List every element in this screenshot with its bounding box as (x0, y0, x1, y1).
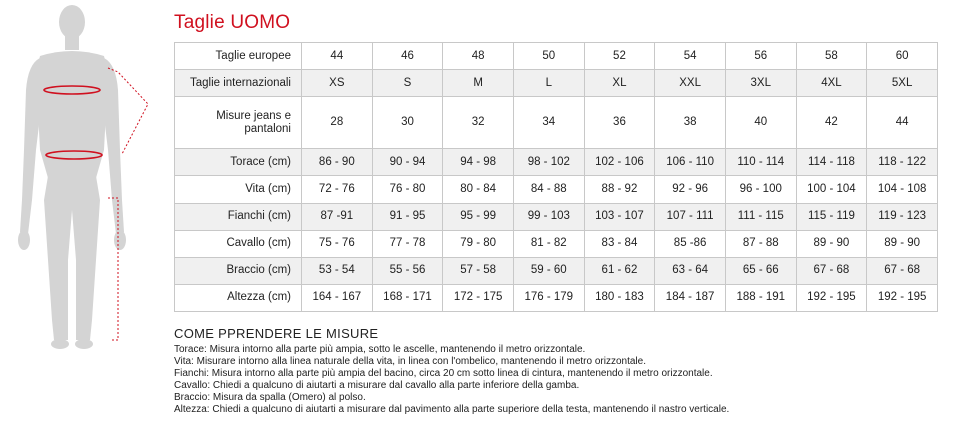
size-value-cell: 91 - 95 (372, 203, 443, 230)
eu-size-cell: 52 (584, 43, 655, 70)
size-value-cell: 5XL (867, 70, 938, 97)
size-value-cell: 111 - 115 (725, 203, 796, 230)
size-value-cell: 42 (796, 97, 867, 149)
size-value-cell: 85 -86 (655, 230, 726, 257)
size-value-cell: 100 - 104 (796, 176, 867, 203)
size-value-cell: 75 - 76 (302, 230, 373, 257)
instruction-line: Vita: Misurare intorno alla linea naturale della vita, in linea con l'ombelico, mantenendo il metro orizzontale. (174, 356, 646, 367)
size-value-cell: 87 -91 (302, 203, 373, 230)
measure-instructions (174, 326, 944, 416)
row-label: Vita (cm) (175, 176, 302, 203)
row-label-eu-sizes: Taglie europee (175, 43, 302, 70)
eu-size-cell: 54 (655, 43, 726, 70)
size-value-cell: 84 - 88 (513, 176, 584, 203)
size-value-cell: 28 (302, 97, 373, 149)
size-value-cell: 53 - 54 (302, 257, 373, 284)
size-value-cell: 86 - 90 (302, 149, 373, 176)
size-value-cell: 118 - 122 (867, 149, 938, 176)
size-value-cell: 67 - 68 (796, 257, 867, 284)
size-value-cell: 3XL (725, 70, 796, 97)
table-row (175, 284, 938, 311)
table-row (175, 149, 938, 176)
size-value-cell: 63 - 64 (655, 257, 726, 284)
male-body-silhouette-icon (0, 0, 160, 360)
size-value-cell: 180 - 183 (584, 284, 655, 311)
row-label: Braccio (cm) (175, 257, 302, 284)
size-value-cell: 184 - 187 (655, 284, 726, 311)
size-value-cell: 89 - 90 (796, 230, 867, 257)
size-value-cell: 107 - 111 (655, 203, 726, 230)
size-value-cell: 92 - 96 (655, 176, 726, 203)
table-row (175, 97, 938, 149)
size-value-cell: 77 - 78 (372, 230, 443, 257)
size-value-cell: 88 - 92 (584, 176, 655, 203)
size-value-cell: 115 - 119 (796, 203, 867, 230)
table-row (175, 257, 938, 284)
size-value-cell: 83 - 84 (584, 230, 655, 257)
row-label: Torace (cm) (175, 149, 302, 176)
eu-size-cell: 60 (867, 43, 938, 70)
eu-size-cell: 46 (372, 43, 443, 70)
size-value-cell: 176 - 179 (513, 284, 584, 311)
instructions-heading: COME PPRENDERE LE MISURE (174, 326, 379, 341)
size-value-cell: 188 - 191 (725, 284, 796, 311)
size-value-cell: 44 (867, 97, 938, 149)
size-value-cell: 102 - 106 (584, 149, 655, 176)
instruction-line: Cavallo: Chiedi a qualcuno di aiutarti a misurare dal cavallo alla parte inferiore della gamba. (174, 380, 580, 391)
size-value-cell: 89 - 90 (867, 230, 938, 257)
table-row (175, 230, 938, 257)
size-value-cell: 61 - 62 (584, 257, 655, 284)
size-value-cell: 72 - 76 (302, 176, 373, 203)
table-row-eu-sizes (175, 43, 938, 70)
size-value-cell: 36 (584, 97, 655, 149)
size-table-body (175, 43, 938, 312)
size-value-cell: M (443, 70, 514, 97)
size-value-cell: 95 - 99 (443, 203, 514, 230)
size-value-cell: 65 - 66 (725, 257, 796, 284)
size-value-cell: 106 - 110 (655, 149, 726, 176)
size-value-cell: 55 - 56 (372, 257, 443, 284)
size-value-cell: 90 - 94 (372, 149, 443, 176)
size-value-cell: 40 (725, 97, 796, 149)
size-value-cell: 76 - 80 (372, 176, 443, 203)
size-value-cell: 81 - 82 (513, 230, 584, 257)
size-value-cell: 99 - 103 (513, 203, 584, 230)
size-value-cell: 192 - 195 (796, 284, 867, 311)
instruction-line: Torace: Misura intorno alla parte più ampia, sotto le ascelle, mantenendo il metro orizzontale. (174, 344, 586, 355)
size-value-cell: 103 - 107 (584, 203, 655, 230)
size-value-cell: 192 - 195 (867, 284, 938, 311)
size-value-cell: 172 - 175 (443, 284, 514, 311)
size-value-cell: S (372, 70, 443, 97)
row-label: Taglie internazionali (175, 70, 302, 97)
eu-size-cell: 48 (443, 43, 514, 70)
size-value-cell: 94 - 98 (443, 149, 514, 176)
size-value-cell: 98 - 102 (513, 149, 584, 176)
size-value-cell: 164 - 167 (302, 284, 373, 311)
instruction-line: Fianchi: Misura intorno alla parte più ampia del bacino, circa 20 cm sotto linea di cintura, mantenendo il metro orizzontale. (174, 368, 713, 379)
size-value-cell: 119 - 123 (867, 203, 938, 230)
eu-size-cell: 58 (796, 43, 867, 70)
size-value-cell: 38 (655, 97, 726, 149)
size-table (174, 42, 938, 312)
row-label: Misure jeans e pantaloni (175, 97, 302, 149)
table-row (175, 203, 938, 230)
instruction-line: Altezza: Chiedi a qualcuno di aiutarti a misurare dal pavimento alla parte superiore della testa, mantenendo il nastro verticale. (174, 404, 730, 415)
size-value-cell: 110 - 114 (725, 149, 796, 176)
size-value-cell: 96 - 100 (725, 176, 796, 203)
size-value-cell: 59 - 60 (513, 257, 584, 284)
size-value-cell: 67 - 68 (867, 257, 938, 284)
size-value-cell: 168 - 171 (372, 284, 443, 311)
size-value-cell: 87 - 88 (725, 230, 796, 257)
row-label: Cavallo (cm) (175, 230, 302, 257)
size-value-cell: L (513, 70, 584, 97)
page-title: Taglie UOMO (174, 12, 291, 33)
size-value-cell: 34 (513, 97, 584, 149)
size-value-cell: XL (584, 70, 655, 97)
row-label: Fianchi (cm) (175, 203, 302, 230)
table-row (175, 70, 938, 97)
size-value-cell: 57 - 58 (443, 257, 514, 284)
eu-size-cell: 44 (302, 43, 373, 70)
size-value-cell: 30 (372, 97, 443, 149)
row-label: Altezza (cm) (175, 284, 302, 311)
size-value-cell: 79 - 80 (443, 230, 514, 257)
size-value-cell: 4XL (796, 70, 867, 97)
table-row (175, 176, 938, 203)
eu-size-cell: 50 (513, 43, 584, 70)
size-value-cell: 114 - 118 (796, 149, 867, 176)
eu-size-cell: 56 (725, 43, 796, 70)
size-value-cell: 80 - 84 (443, 176, 514, 203)
size-value-cell: 32 (443, 97, 514, 149)
size-value-cell: 104 - 108 (867, 176, 938, 203)
size-value-cell: XXL (655, 70, 726, 97)
size-value-cell: XS (302, 70, 373, 97)
instruction-line: Braccio: Misura da spalla (Omero) al polso. (174, 392, 366, 403)
